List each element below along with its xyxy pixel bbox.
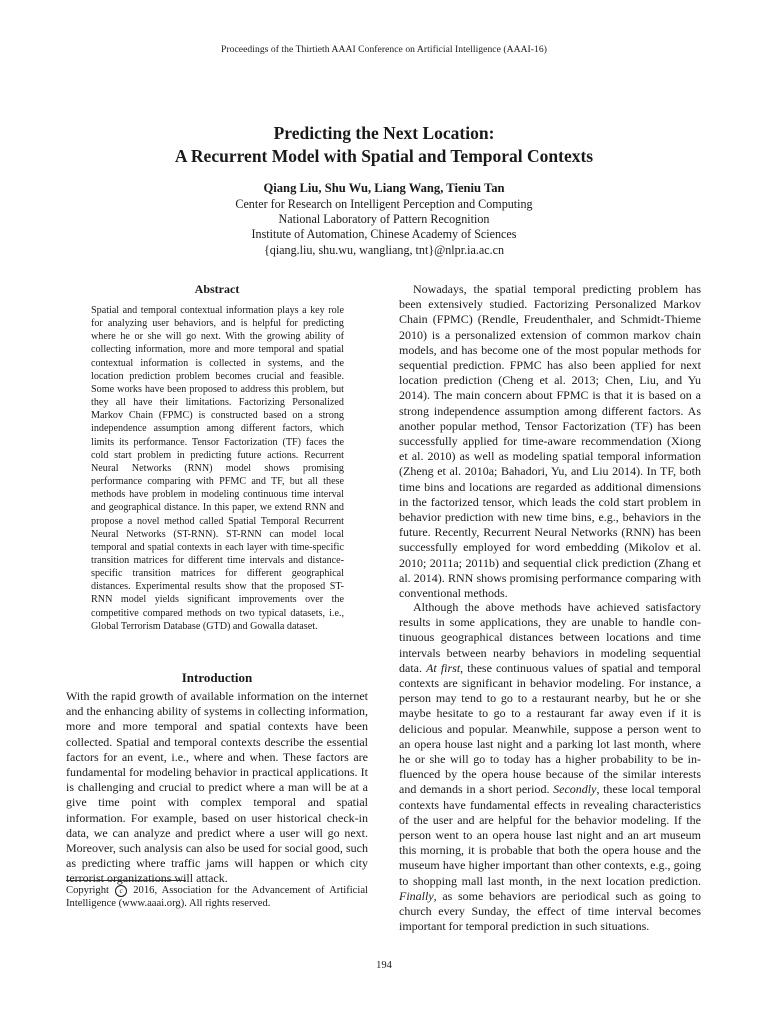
copyright-symbol: c: [115, 885, 127, 897]
author-names: Qiang Liu, Shu Wu, Liang Wang, Tieniu Tan: [263, 181, 505, 195]
copyright-notice: [66, 884, 368, 911]
copyright-label: Copyright: [66, 885, 109, 896]
p2-finally: Finally: [399, 888, 434, 903]
abstract-body: Spatial and temporal contextual information plays a key role for analyzing user behaviors, and is helpful for predicting where he or she will go next. With the growing ability of collecting information, more and more temporal and spatial contextual information is collected in systems, and the location prediction problem becomes crucial and feasible. Some works have been proposed to address this problem, but they all have their limitations. Factorizing Personalized Markov Chain (FPMC) is constructed based on a strong independence assumption among different factors, which limits its performance. Tensor Factorization (TF) faces the cold start problem in predicting future actions. Recurrent Neural Networks (RNN) model shows promising performance comparing with PFMC and TF, but all these methods have problem in modeling continuous time interval and geographical distance. In this paper, we extend RNN and propose a novel method called Spatial Temporal Recurrent Neural Networks (ST-RNN). ST-RNN can model local temporal and spatial contexts in each layer with time-specific transition matrices for different time intervals and distance-specific transition matrices for different geographical distances. Experimental results show that the proposed ST-RNN model yields significant improvements over the competitive compared methods on two typical datasets, i.e., Global Terrorism Database (GTD) and Gowalla dataset.: [91, 305, 344, 632]
title-line-2: A Recurrent Model with Spatial and Temporal Contexts: [174, 146, 594, 166]
abstract-heading: Abstract: [194, 282, 240, 296]
p2-segment-a: Although the above methods have achieved satisfactory results in some applications, they are unable to handle continuous geographical distances between locations and time intervals between nearby behaviors in modeling sequential data.: [399, 600, 701, 675]
copyright-text: 2016, Association for the Advancement of Artificial Intelligence (www.aaai.org). All rights reserved.: [66, 885, 368, 910]
affiliation-line-3: Institute of Automation, Chinese Academy of Sciences: [251, 227, 517, 242]
right-column-paragraph-2: [399, 600, 701, 934]
introduction-heading: Introduction: [181, 670, 253, 685]
p2-segment-c: , these local temporal contexts have fundamental effects in revealing characteristics of the user and are helpful for the behavior modeling. If the person went to an opera house last night and an art museum this morning, it is probable that both the opera house and the museum have higher important than other contexts, e.g., going to shopping mall last month, in the next location prediction.: [399, 782, 701, 888]
p2-secondly: Secondly: [553, 782, 597, 797]
right-column-paragraph-1: Nowadays, the spatial temporal predicting problem has been extensively studied. Factorizing Personalized Markov Chain (FPMC) (Rendle, Freudenthaler, and Schmidt-Thieme 2010) is a personalized extension of common markov chain models, and has become one of the most popular methods for sequential prediction. FPMC has also been applied for next location prediction (Cheng et al. 2013; Chen, Liu, and Yu 2014). The main concern about FPMC is that it is based on a strong independence assumption among different factors. As another popular method, Tensor Factorization (TF) has been successfully applied for time-aware recommendation (Xiong et al. 2010) as well as modeling spatial temporal information (Zheng et al. 2010a; Bahadori, Yu, and Liu 2014). In TF, both time bins and locations are regarded as additional dimensions in the factorized tensor, which leads the cold start problem in behavior prediction with new time bins, e.g., behaviors in the future. Recently, Recurrent Neural Networks (RNN) has been successfully employed for word embedding (Mikolov et al. 2010; 2011a; 2011b) and sequential click prediction (Zhang et al. 2014). RNN shows promising performance comparing with conventional methods.: [399, 282, 701, 601]
affiliation-line-2: National Laboratory of Pattern Recognition: [278, 212, 490, 227]
paper-title: [0, 122, 768, 168]
p2-segment-d: , as some behaviors are periodical such as going to church every Sunday, the effect of time interval becomes important for temporal prediction in such situations.: [399, 888, 701, 934]
affiliation-line-1: Center for Research on Intelligent Perception and Computing: [235, 197, 533, 211]
proceedings-header: Proceedings of the Thirtieth AAAI Conference on Artificial Intelligence (AAAI-16): [221, 44, 547, 55]
title-line-1: Predicting the Next Location:: [273, 123, 495, 143]
introduction-body: With the rapid growth of available information on the internet and the enhancing ability of systems in collecting information, more and more temporal and spatial contexts have been collected. Spatial and temporal contexts describe the essential factors for an event, i.e., where and when. These factors are fundamental for modeling behavior in practical applications. It is challenging and crucial to predict where a man will be at a give time point with complex temporal and spatial information. For example, based on user historical check-in data, we can analyze and predict where a user will go next. Moreover, such analysis can also be used for social good, such as predicting where traffic jams will happen or which city terrorist organizations will attack.: [66, 689, 368, 886]
p2-at-first: At first: [426, 660, 461, 675]
author-emails: {qiang.liu, shu.wu, wangliang, tnt}@nlpr.ia.ac.cn: [263, 242, 505, 257]
footnote-rule: [66, 880, 186, 881]
page-number: 194: [376, 960, 392, 971]
p2-segment-b: , these continuous values of spatial and temporal contexts are significant in behavior modeling. For instance, a person may tend to go to a restaurant nearby, but he or she maybe hesitate to go to a restaurant far away even if it is delicious and popular. Meanwhile, suppose a person went to an opera house last night and a parking lot last month, where he or she will go to today has a higher probability to be influenced by the opera house because of the similar interests and demands in a short period.: [399, 660, 701, 797]
author-block: [0, 180, 768, 258]
